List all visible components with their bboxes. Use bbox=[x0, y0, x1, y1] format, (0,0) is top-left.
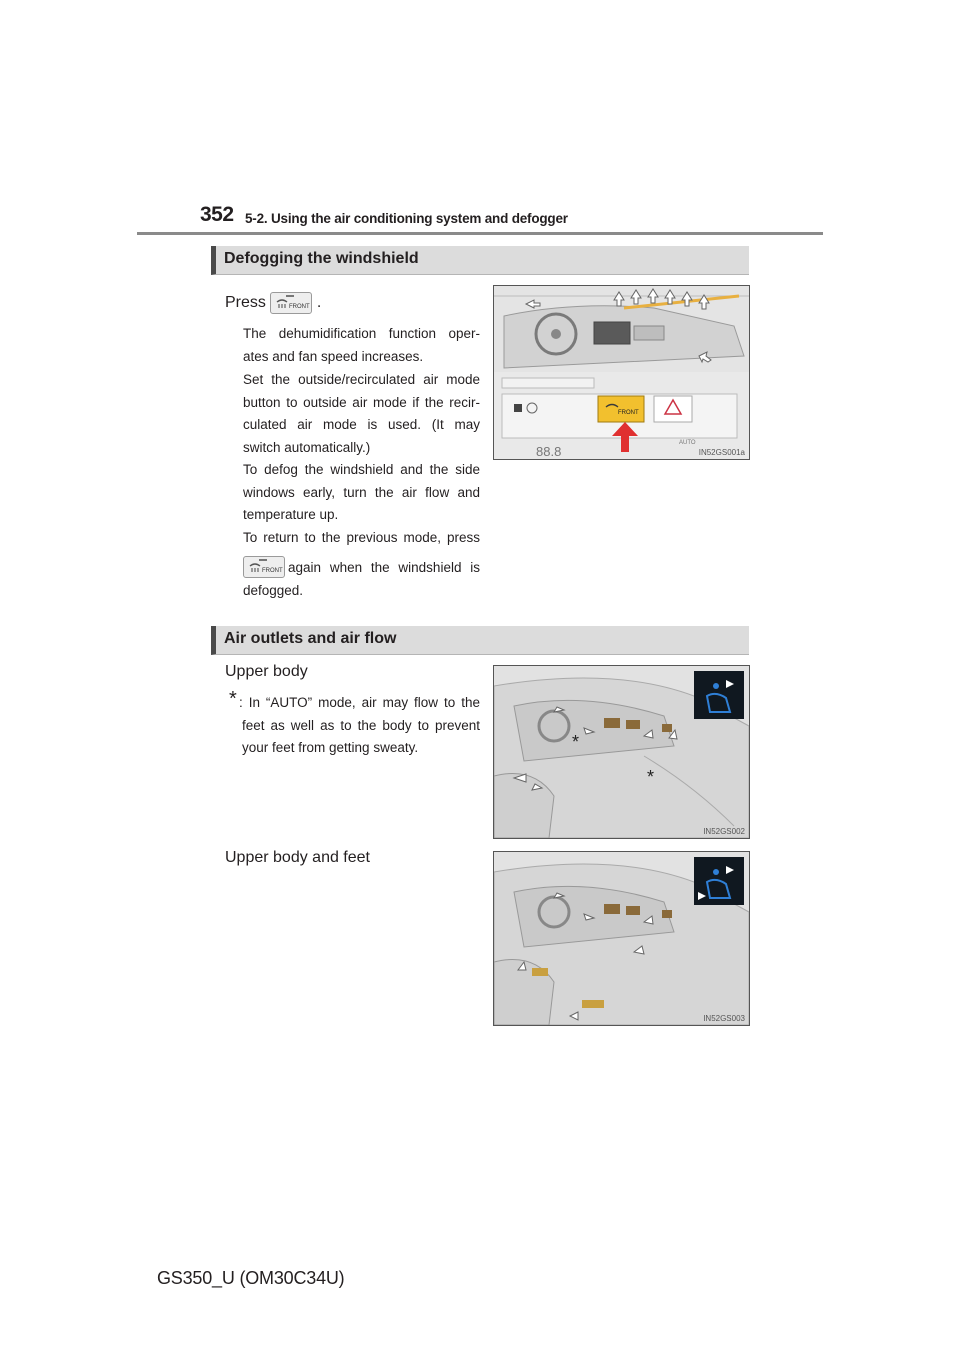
text-line: button to outside air mode if the recir- bbox=[243, 394, 480, 410]
page-number: 352 bbox=[200, 203, 234, 226]
paragraph-return-mode bbox=[243, 527, 480, 602]
paragraph-dehumidification bbox=[243, 323, 480, 368]
figure-code: IN52GS001a bbox=[698, 448, 745, 457]
section-heading-air-outlets bbox=[211, 626, 749, 655]
text-line: The dehumidification function oper- bbox=[243, 326, 480, 341]
text-line: ates and fan speed increases. bbox=[243, 348, 424, 364]
section-heading-defogging bbox=[211, 246, 749, 275]
windshield-defog-figure bbox=[493, 285, 750, 460]
note-asterisk: * bbox=[229, 688, 237, 710]
text-line: windows early, turn the air flow and bbox=[243, 484, 480, 500]
press-instruction bbox=[225, 292, 321, 314]
text-line: switch automatically.) bbox=[243, 439, 371, 455]
cabin-illustration bbox=[494, 666, 749, 838]
cabin-illustration bbox=[494, 852, 749, 1025]
temperature-display: 88.8 bbox=[536, 444, 562, 459]
text-line: defogged. bbox=[243, 582, 304, 598]
press-period: . bbox=[316, 294, 322, 312]
text-line-with-icon bbox=[243, 556, 480, 580]
figure-code: IN52GS003 bbox=[703, 1014, 745, 1023]
text-line: : In “AUTO” mode, air may flow to the bbox=[239, 695, 480, 710]
front-defroster-button-icon bbox=[270, 292, 312, 314]
press-word: Press bbox=[225, 294, 266, 312]
paragraph-outside-air bbox=[243, 369, 480, 459]
text-line: your feet from getting sweaty. bbox=[242, 740, 419, 756]
front-defroster-button-highlight bbox=[598, 396, 644, 422]
text-line: Set the outside/recirculated air mode bbox=[243, 372, 480, 387]
upper-body-feet-airflow-figure bbox=[493, 851, 750, 1026]
text-line: To defog the windshield and the side bbox=[243, 462, 480, 477]
front-label: FRONT bbox=[289, 304, 311, 310]
chapter-title: 5-2. Using the air conditioning system and defogger bbox=[245, 211, 568, 226]
text-line: feet as well as to the body to prevent bbox=[242, 717, 480, 733]
paragraph-defog-early bbox=[243, 459, 480, 527]
front-label: FRONT bbox=[618, 410, 639, 416]
figure-code: IN52GS002 bbox=[703, 827, 745, 836]
dashboard-illustration bbox=[494, 286, 749, 459]
text-line: temperature up. bbox=[243, 507, 339, 523]
header-rule bbox=[137, 232, 823, 235]
section-heading-text: Air outlets and air flow bbox=[224, 630, 397, 647]
text-line: culated air mode is used. (It may bbox=[243, 417, 480, 433]
text-line: again when the windshield is bbox=[288, 559, 480, 575]
upper-body-label: Upper body bbox=[225, 663, 308, 680]
section-heading-text: Defogging the windshield bbox=[224, 250, 419, 267]
svg-text:FRONT: FRONT bbox=[262, 567, 283, 574]
svg-text:AUTO: AUTO bbox=[679, 440, 696, 446]
figure-asterisk: * bbox=[647, 767, 655, 787]
front-defroster-button-icon bbox=[243, 556, 285, 578]
upper-body-feet-label: Upper body and feet bbox=[225, 849, 370, 866]
auto-mode-note bbox=[229, 688, 480, 760]
upper-body-airflow-figure bbox=[493, 665, 750, 839]
text-line: To return to the previous mode, press bbox=[243, 530, 480, 545]
model-code-footer: GS350_U (OM30C34U) bbox=[157, 1268, 345, 1288]
figure-asterisk: * bbox=[572, 732, 580, 752]
